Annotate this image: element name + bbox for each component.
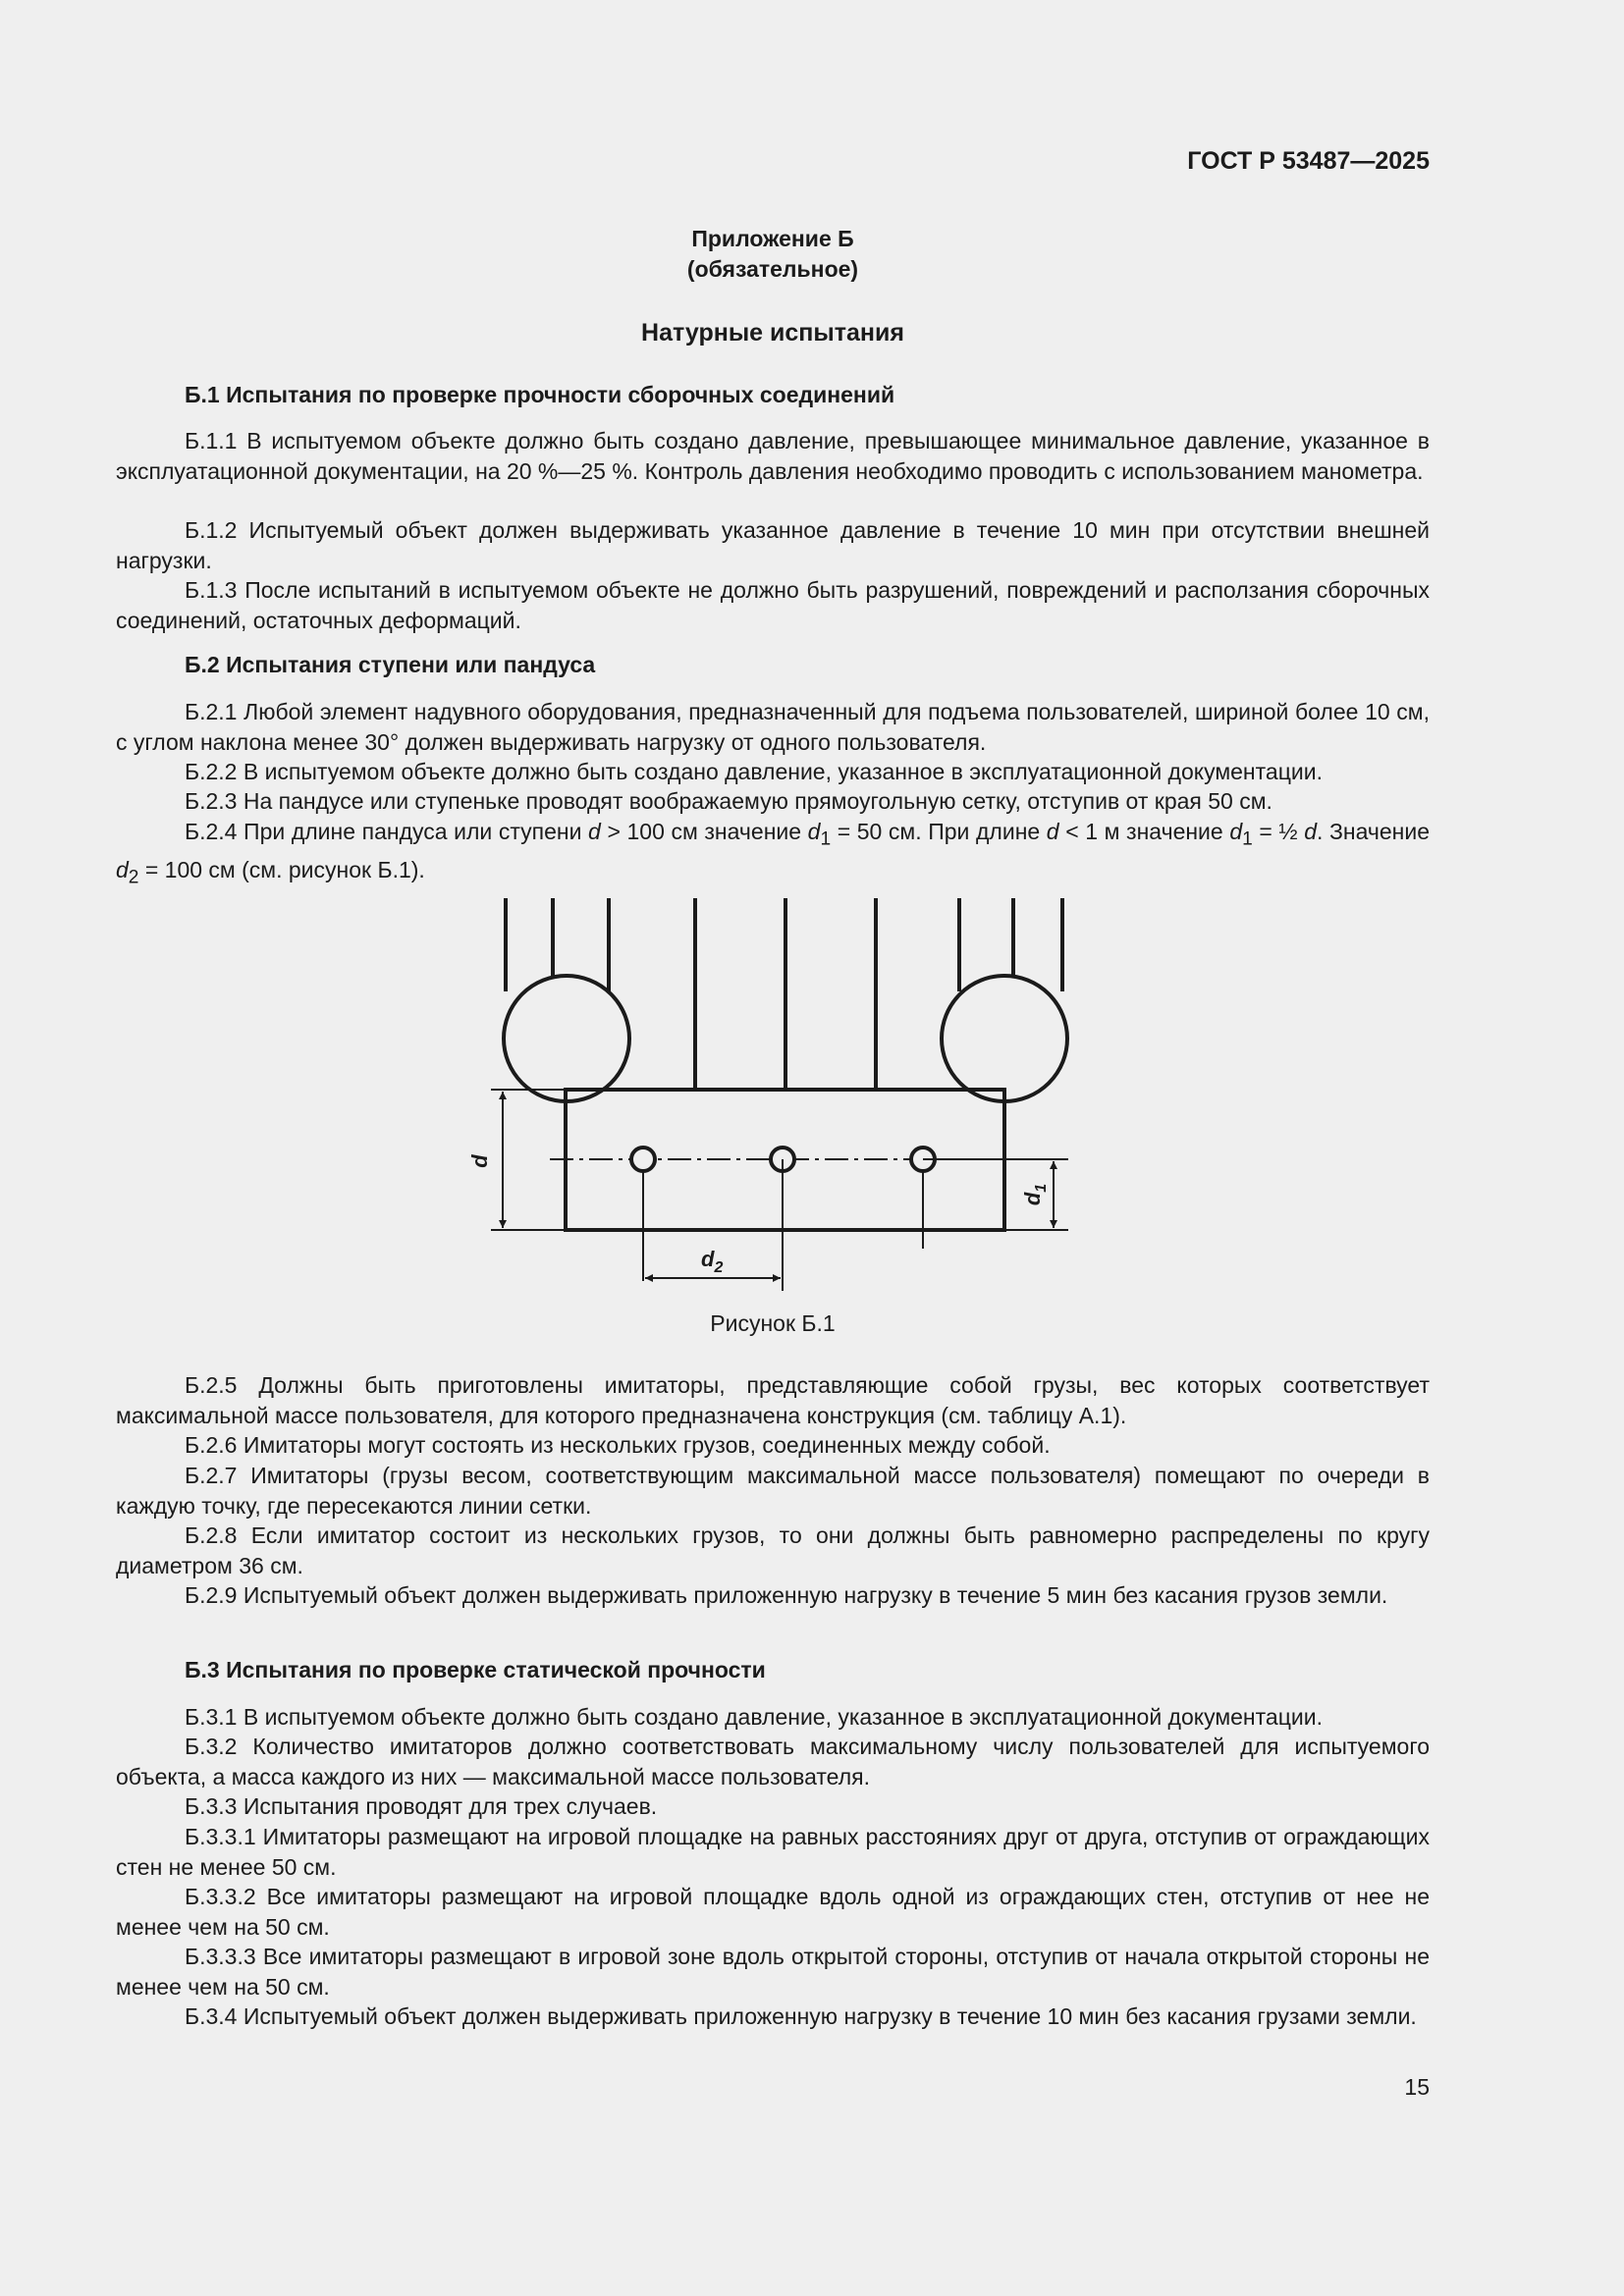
page-number: 15 — [1404, 2074, 1430, 2100]
label-d: d — [467, 1154, 492, 1168]
paragraph-b3-3-1: Б.3.3.1 Имитаторы размещают на игровой площадке на равных расстояниях друг от друга, отступив от ограждающих стен не менее 50 см. — [116, 1824, 1430, 1880]
paragraph-b3-3-2: Б.3.3.2 Все имитаторы размещают на игровой площадке вдоль одной из ограждающих стен, отступив от нее не менее чем на 50 см. — [116, 1884, 1430, 1940]
p4-var-d-c: d — [1304, 819, 1317, 844]
p4-var-d1: d — [807, 819, 821, 844]
p4-text-1: Б.2.4 При длине пандуса или ступени — [185, 819, 589, 844]
appendix-name: Натурные испытания — [641, 319, 904, 347]
paragraph-b2-7: Б.2.7 Имитаторы (грузы весом, соответствующим максимальной массе пользователя) помещают по очереди в каждую точку, где пересекаются линии сетки. — [116, 1463, 1430, 1519]
figure-caption: Рисунок Б.1 — [710, 1310, 836, 1336]
paragraph-b1-1: Б.1.1 В испытуемом объекте должно быть создано давление, превышающее минимальное давление, указанное в эксплуатационной документации, на 20 %—25 %. Контроль давления необходимо проводить с использованием манометра. — [116, 428, 1430, 484]
left-cylinder — [504, 976, 629, 1101]
paragraph-b3-2: Б.3.2 Количество имитаторов должно соответствовать максимальному числу пользователей для испытуемого объекта, а масса каждого из них — максимальной массе пользователя. — [116, 1734, 1430, 1789]
label-d2: $d_2$ — [701, 1247, 724, 1276]
label-d1: $d_1$ — [1020, 1183, 1050, 1206]
paragraph-b1-3: Б.1.3 После испытаний в испытуемом объекте не должно быть разрушений, повреждений и расползания сборочных соединений, остаточных деформаций. — [116, 577, 1430, 633]
section-heading-b2: Б.2 Испытания ступени или пандуса — [185, 652, 596, 677]
p4-text-4: < 1 м значение — [1058, 819, 1230, 844]
p4-var-d-b: d — [1046, 819, 1059, 844]
paragraph-b2-8: Б.2.8 Если имитатор состоит из нескольких грузов, то они должны быть равномерно распределены по кругу диаметром 36 см. — [116, 1522, 1430, 1578]
paragraph-b2-1: Б.2.1 Любой элемент надувного оборудования, предназначенный для подъема пользователей, шириной более 10 см, с углом наклона менее 30° должен выдерживать нагрузку от одного пользователя. — [116, 699, 1430, 755]
p4-text-5: = ½ — [1252, 819, 1305, 844]
paragraph-b2-5: Б.2.5 Должны быть приготовлены имитаторы, представляющие собой грузы, вес которых соответствует максимальной массе пользователя, для которого предназначена конструкция (см. таблицу А.1). — [116, 1372, 1430, 1428]
paragraph-b1-2: Б.1.2 Испытуемый объект должен выдерживать указанное давление в течение 10 мин при отсутствии внешней нагрузки. — [116, 517, 1430, 573]
appendix-status: (обязательное) — [686, 256, 859, 282]
paragraph-b3-3-3: Б.3.3.3 Все имитаторы размещают в игровой зоне вдоль открытой стороны, отступив от начала открытой стороны не менее чем на 50 см. — [116, 1944, 1430, 2000]
p4-text-6: . Значение — [1317, 819, 1430, 844]
p4-text-7: = 100 см (см. рисунок Б.1). — [138, 857, 425, 883]
paragraph-b2-3: Б.2.3 На пандусе или ступеньке проводят воображаемую прямоугольную сетку, отступив от края 50 см. — [185, 788, 1272, 814]
paragraph-b3-4: Б.3.4 Испытуемый объект должен выдерживать приложенную нагрузку в течение 10 мин без касания грузами земли. — [185, 2003, 1417, 2029]
p4-text-3: = 50 см. При длине — [831, 819, 1047, 844]
p4-text-2: > 100 см значение — [600, 819, 808, 844]
p4-sub-1-b: 1 — [1242, 828, 1253, 850]
p4-sub-2: 2 — [128, 867, 139, 888]
section-heading-b1: Б.1 Испытания по проверке прочности сборочных соединений — [185, 382, 895, 407]
load-point-1 — [631, 1148, 655, 1171]
paragraph-b2-9: Б.2.9 Испытуемый объект должен выдерживать приложенную нагрузку в течение 5 мин без касания грузов земли. — [185, 1582, 1388, 1608]
paragraph-b3-1: Б.3.1 В испытуемом объекте должно быть создано давление, указанное в эксплуатационной документации. — [185, 1704, 1323, 1730]
p4-var-d2: d — [116, 857, 129, 883]
section-heading-b3: Б.3 Испытания по проверке статической прочности — [185, 1657, 766, 1682]
paragraph-b2-2: Б.2.2 В испытуемом объекте должно быть создано давление, указанное в эксплуатационной документации. — [185, 759, 1323, 784]
appendix-title: Приложение Б — [691, 226, 854, 251]
paragraph-b2-4 — [116, 817, 1430, 893]
p4-sub-1: 1 — [820, 828, 832, 850]
p4-var-d: d — [588, 819, 601, 844]
figure-b1-diagram — [461, 888, 1090, 1301]
p4-var-d1-b: d — [1229, 819, 1243, 844]
standard-code: ГОСТ Р 53487—2025 — [1187, 147, 1430, 175]
paragraph-b2-6: Б.2.6 Имитаторы могут состоять из нескольких грузов, соединенных между собой. — [185, 1432, 1051, 1458]
paragraph-b3-3: Б.3.3 Испытания проводят для трех случаев. — [185, 1793, 658, 1819]
right-cylinder — [942, 976, 1067, 1101]
